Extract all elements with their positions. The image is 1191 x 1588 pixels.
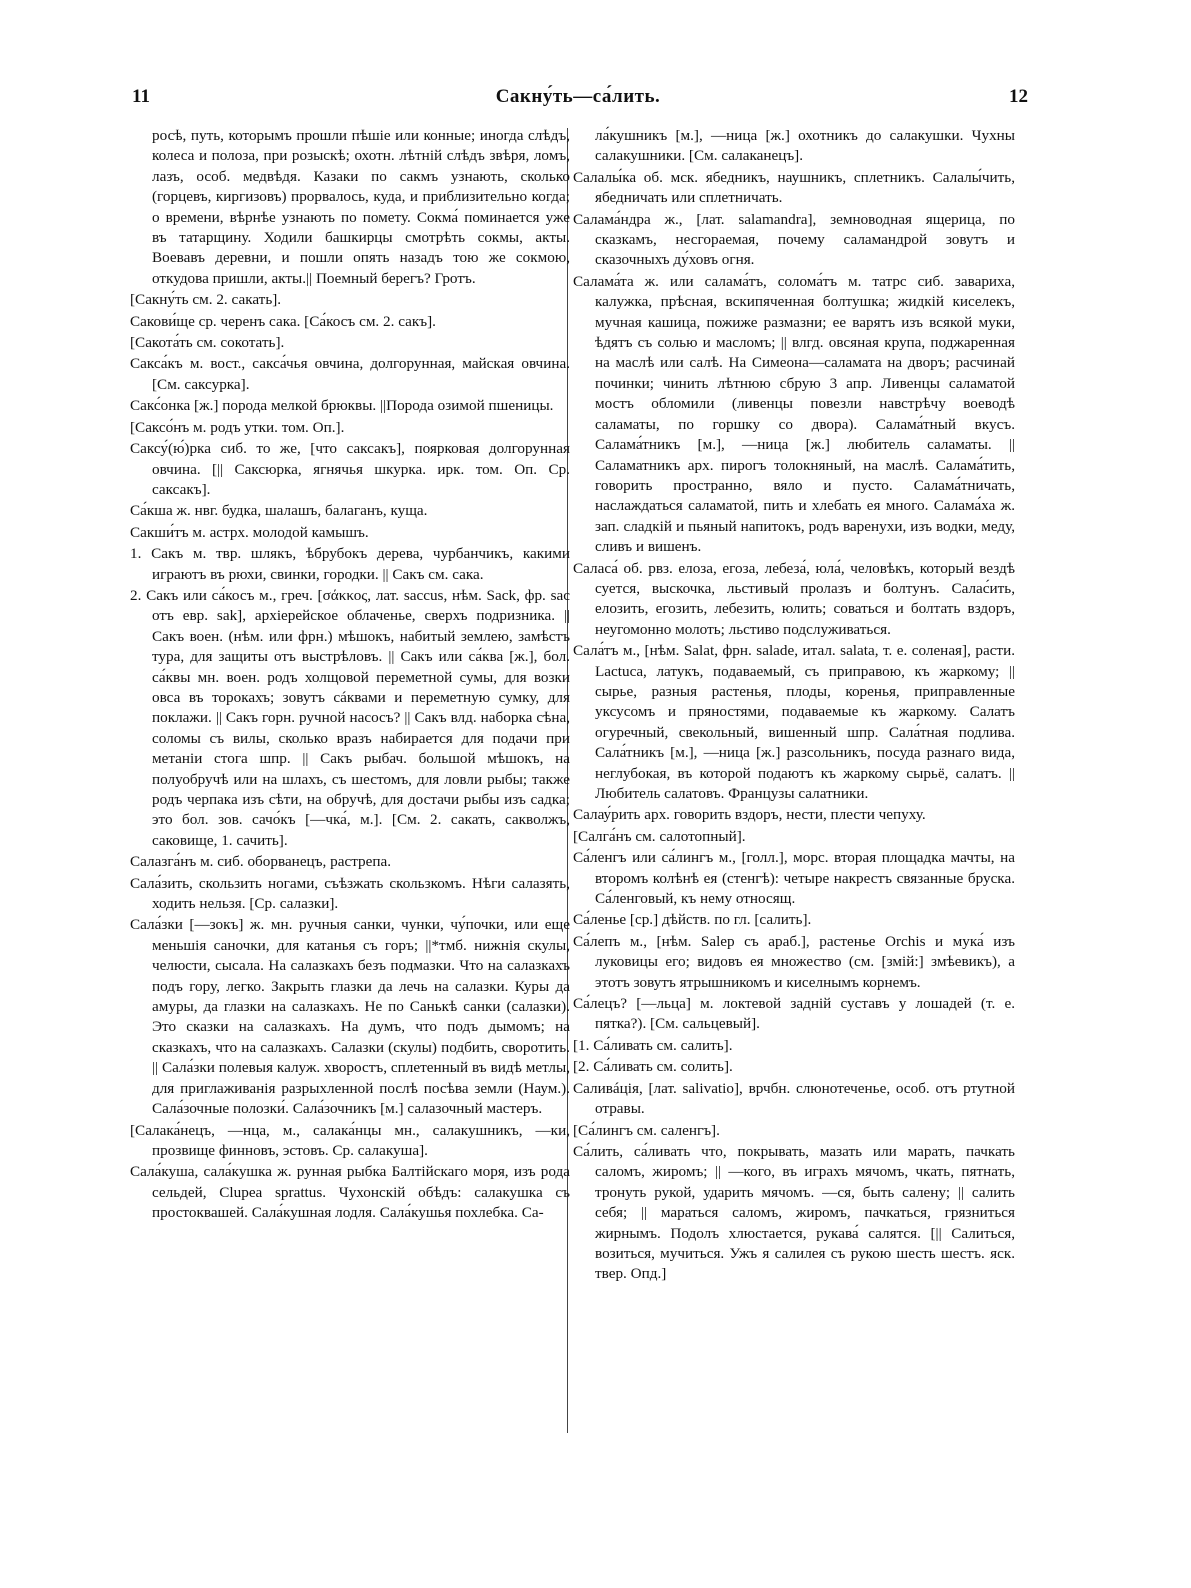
entry: Салазга́нъ м. сиб. оборванецъ, растрепа. bbox=[130, 853, 392, 871]
page-number-right: 12 bbox=[1009, 86, 1028, 107]
entry: Салау́рить арх. говорить вздоръ, нести, плести чепуху. bbox=[573, 806, 926, 824]
entry: Сала́зки [—зокъ] ж. мн. ручныя санки, чунки, чу́почки, или еще меньшія саночки, для катанья съ горъ; ||*тмб. нижнія скулы, челюсти, сысала. На салазкахъ безъ подмазки. Что на салазкахъ подъ гору, легко. Закрыть глазки да лечь на салазки. Куры да амуры, да глазки на салазкахъ. Не по Санькѣ санки (салазки). Это сказки на салазкахъ. На думъ, что подъ дымомъ; на сказкахъ, что на салазкахъ. Салазки (скулы) подбить, своротить. || Сала́зки полевыя калуж. хворостъ, сплетенный въ видѣ метлы, для приглаживанія разрыхленной послѣ посѣва земли (Наум.). Сала́зочные полозки́. Сала́зочникъ [м.] салазочный мастеръ. bbox=[130, 916, 570, 1118]
entry: [1. Са́ливать см. салить]. bbox=[573, 1036, 733, 1054]
entry: Салама́та ж. или салама́тъ, солома́тъ м. татрс сиб. завариха, калужка, прѣсная, вскипяченная болтушка; жидкій киселекъ, мучная кашица, пожиже размазни; ее варятъ изъ всякой муки, ѣдятъ съ солью и масломъ; || влгд. овсяная крупа, поджаренная на маслѣ или салѣ. На Симеона—саламата на дворъ; расчинай починки; чинить лѣтнюю сбрую 3 апр. Ливенцы саламатой мостъ обломили (ливенцы повезли навстрѣчу воеводѣ саламаты, по горшку со двора). Салама́тный вкусъ. Салама́тникъ [м.], —ница [ж.] любитель саламаты. || Саламатникъ арх. пирогъ толокняный, на маслѣ. Салама́тить, говорить пространно, вяло и пусто. Салама́тничать, наслаждаться саламатой, пить и хлебать ея много. Салама́ха ж. зап. сладкій и пьяный напитокъ, родъ варенухи, изъ водки, меду, сливъ и вишенъ. bbox=[573, 272, 1015, 556]
entry: ла́кушникъ [м.], —ница [ж.] охотникъ до салакушки. Чухны салакушники. [См. салаканецъ]. bbox=[595, 127, 1015, 165]
entry: Сакса́къ м. вост., сакса́чья овчина, долгорунная, майская овчина. [См. саксурка]. bbox=[130, 355, 570, 393]
entry: [Салга́нъ см. салотопный]. bbox=[573, 827, 746, 845]
entry: Салалы́ка об. мск. ябедникъ, наушникъ, сплетникъ. Салалы́чить, ябедничать или сплетничать. bbox=[573, 168, 1015, 207]
entry: Са́ленгъ или са́лингъ м., [голл.], морс. вторая площадка мачты, на второмъ колѣнѣ ея (стенгѣ): четыре накрестъ связанные бруска. Са́ленговый, къ нему относящ. bbox=[573, 849, 1015, 908]
entry: Саливáція, [лат. salivatio], врчбн. слюнотеченье, особ. отъ ртутной отравы. bbox=[573, 1079, 1015, 1118]
entry: 2. Сакъ или са́косъ м., греч. [σάκκος, лат. saccus, нѣм. Sack, фр. sac отъ евр. sak], архіерейское облаченье, сверхъ подризника. || Сакъ воен. (нѣм. или фрн.) мѣшокъ, набитый землею, замѣстъ тура, для защиты отъ выстрѣловъ. || Сакъ или са́ква [ж.], бол. са́квы мн. воен. родъ холщовой переметной сумы, для возки овса въ торокахъ; зовутъ сáквами и переметную сумку, для поклажи. || Сакъ горн. ручной насосъ? || Сакъ влд. наборка сѣна, соломы съ вилы, сколько вразъ набирается для подачи при метаніи стога шпр. || Сакъ рыбач. большой мѣшокъ, на полуобручѣ или на шлахъ, съ шестомъ, для ловли рыбы; также родъ черпака изъ сѣти, на обручѣ, для достачи рыбы изъ садка; это бол. зов. сачо́къ [—чка́, м.]. [См. 2. сакать, сакволжъ, саковище, 1. сачить]. bbox=[130, 586, 570, 849]
entry: росѣ, путь, которымъ прошли пѣшіе или конные; иногда слѣдъ, колеса и полоза, при розыскѣ; охотн. лѣтній слѣдъ звѣря, ломъ, лазъ, особ. медвѣдя. Казаки по сакмъ узнають, сколько (горцевъ, киргизовъ) прорвалось, куда, и приблизительно когда; о времени, вѣрнѣе узнають по помету. Сокма́ поминается уже въ татарщину. Ходили башкирцы смотрѣть сокмы, акты. Воевавъ деревни, и пошли опять назадъ тою же сокмою, откудова пришли, акты.|| Поемный берегъ? Гротъ. bbox=[152, 127, 570, 287]
entry: Са́лить, са́ливать что, покрывать, мазать или марать, пачкать саломъ, жиромъ; || —кого, въ играхъ мячомъ, чкать, пятнать, тронуть рукой, ударить мячомъ. —ся, быть салену; || салить себя; || мараться саломъ, жиромъ, пачкаться, грязниться жирнымъ. Подолъ хлюстается, рукава́ салятся. [|| Салиться, возиться, мучиться. Ужъ я салилея съ рукою шесть шестъ. яск. твер. Опд.] bbox=[573, 1142, 1015, 1283]
entry: [Саксо́нъ м. родъ утки. том. Оп.]. bbox=[130, 418, 345, 436]
page-number-left: 11 bbox=[132, 86, 150, 107]
entry: [Салака́нецъ, —нца, м., салака́нцы мн., салакушникъ, —ки, прозвище финновъ, эстовъ. Ср. салакуша]. bbox=[130, 1121, 570, 1159]
entry: Сала́тъ м., [нѣм. Salat, фрн. salade, итал. salata, т. е. соленая], расти. Lactuca, латукъ, подаваемый, съ приправою, къ жаркому; || сырье, разныя растенья, плоды, коренья, приправленные уксусомъ и пряностями, подаваемые къ жаркому. Салатъ огуречный, свекольный, вишенный шпр. Сала́тная подлива. Сала́тникъ [м.], —ница [ж.] разсольникъ, посуда разнаго вида, неглубокая, въ которой подаютъ къ жаркому сырьё, салатъ. || Любитель салатовъ. Французы салатники. bbox=[573, 642, 1015, 802]
entry: Сала́зить, скользить ногами, съѣзжать скользкомъ. Нѣги салазять, ходить нельзя. [Ср. салазки]. bbox=[130, 874, 570, 913]
entry: [Сакну́ть см. 2. сакать]. bbox=[130, 291, 282, 309]
entry: Са́лепъ м., [нѣм. Salep съ араб.], растенье Orchis и мука́ изъ луковицы его; видовъ ея множество (см. [змій:] змѣевикъ), а этотъ зовутъ ятрышникомъ и киселнымъ корнемъ. bbox=[573, 932, 1015, 991]
entry: Сакши́тъ м. астрх. молодой камышъ. bbox=[130, 523, 369, 541]
entry: [2. Са́ливать см. солить]. bbox=[573, 1058, 733, 1076]
entry: Са́кша ж. нвг. будка, шалашъ, балаганъ, куща. bbox=[130, 502, 428, 520]
right-column bbox=[573, 126, 1015, 1286]
left-column bbox=[130, 126, 570, 1225]
entry: Са́лецъ? [—льца] м. локтевой задній суставъ у лошадей (т. е. пятка?). [См. сальцевый]. bbox=[573, 995, 1015, 1033]
entry: [Сакота́ть см. сокотать]. bbox=[130, 334, 285, 352]
page-header bbox=[128, 86, 1028, 116]
entry: Сала́куша, сала́кушка ж. рунная рыбка Балтійскаго моря, изъ рода сельдей, Clupea sprattus. Чухонскій обѣдъ: салакушка съ простоквашей. Сала́кушная лодля. Сала́кушья похлебка. Са- bbox=[130, 1163, 570, 1222]
entry: 1. Сакъ м. твр. шлякъ, ѣбрубокъ дерева, чурбанчикъ, какими играютъ въ рюхи, свинки, городки. || Сакъ см. сака. bbox=[130, 545, 570, 583]
entry: [Са́лингъ см. саленгъ]. bbox=[573, 1121, 720, 1139]
entry: Саксу́(ю́)рка сиб. то же, [что саксакъ], поярковая долгорунная овчина. [|| Саксюрка, ягнячья шкурка. ирк. том. Оп. Ср. саксакъ]. bbox=[130, 440, 570, 498]
entry: Са́ленье [ср.] дѣйств. по гл. [салить]. bbox=[573, 911, 812, 929]
entry: Салама́ндра ж., [лат. salamandra], земноводная ящерица, по сказкамъ, несгораемая, почему саламандрой зовутъ и сказочныхъ ду́ховъ огня. bbox=[573, 210, 1015, 269]
entry: Сакови́ще ср. черенъ сака. [Са́косъ см. 2. сакъ]. bbox=[130, 312, 436, 330]
entry: Саласа́ об. рвз. елоза, егоза, лебеза́, юла́, человѣкъ, который вездѣ суется, выскочка, льстивый пролазъ и болтунъ. Салас́ить, елозить, егозить, лебезить, юлить; соваться и болтать вздоръ, неугомонно молоть; льстиво подслуживаться. bbox=[573, 559, 1015, 638]
entry: Сакс́онка [ж.] порода мелкой брюквы. ||Порода озимой пшеницы. bbox=[130, 397, 554, 415]
running-title: Сакну́ть—са́лить. bbox=[495, 86, 661, 107]
